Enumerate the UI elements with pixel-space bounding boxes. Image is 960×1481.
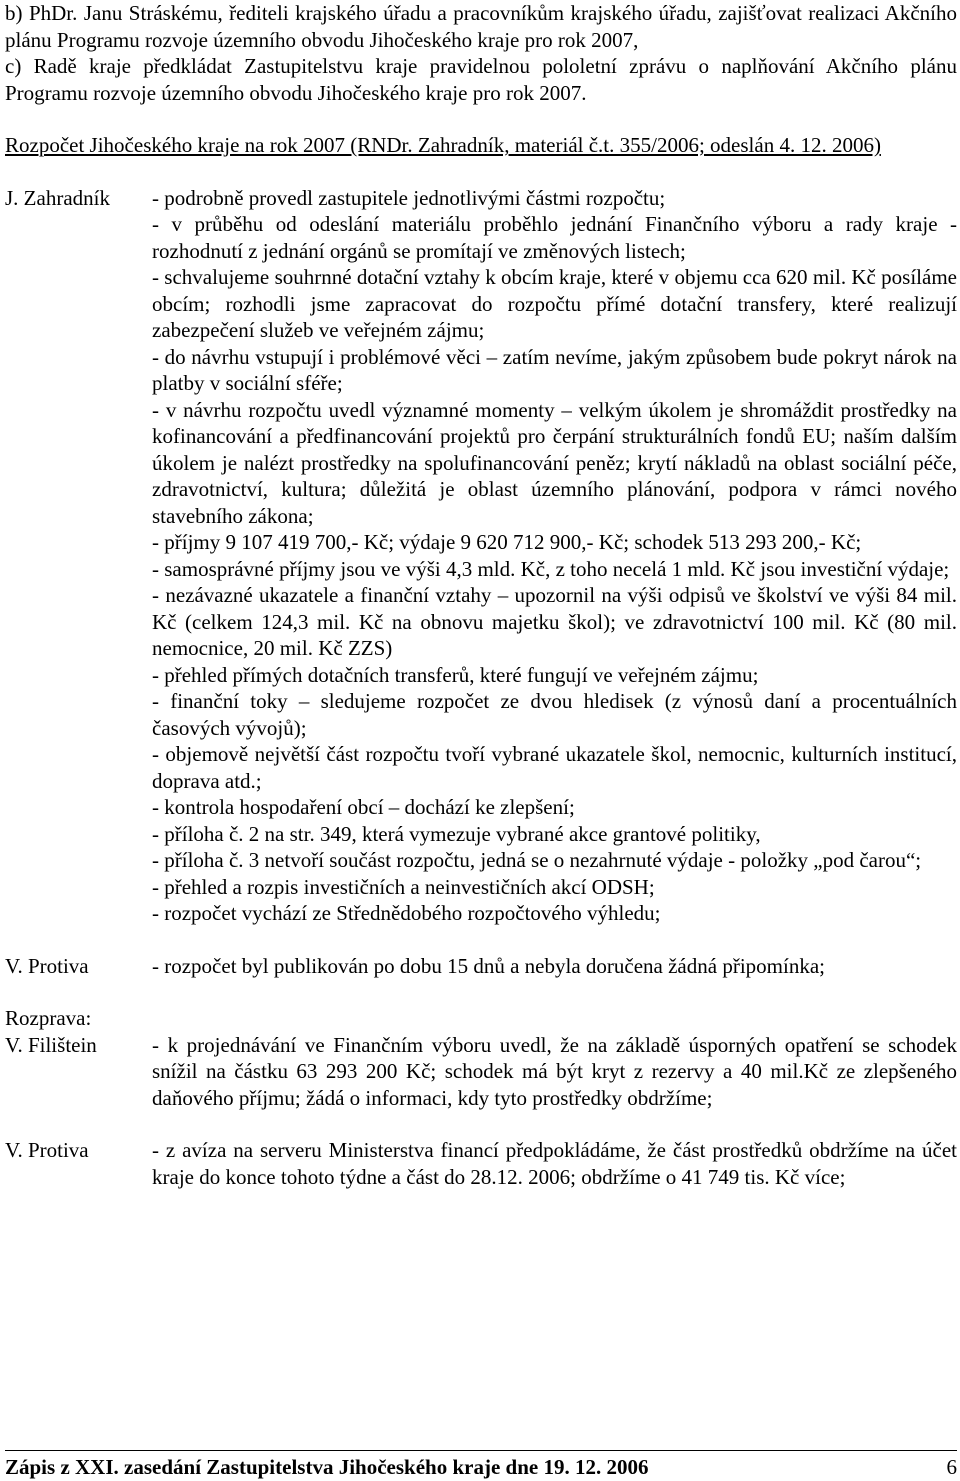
statement-line: - rozpočet vychází ze Střednědobého rozpočtového výhledu; (152, 901, 661, 925)
speaker-name: V. Protiva (5, 1138, 89, 1162)
intro-item-c: c) Radě kraje předkládat Zastupitelstvu kraje pravidelnou pololetní zprávu o naplňování Akčního plánu Programu rozvoje územního obvodu Jihočeského kraje pro rok 2007. (5, 54, 957, 105)
statement-line: - objemově největší část rozpočtu tvoří vybrané ukazatele škol, nemocnic, kulturních institucí, doprava atd.; (152, 742, 957, 793)
statement-line: - kontrola hospodaření obcí – dochází ke zlepšení; (152, 795, 575, 819)
speaker-block (5, 1032, 957, 1112)
statement-line: - k projednávání ve Finančním výboru uvedl, že na základě úsporných opatření se schodek snížil na částku 63 293 200 Kč; schodek má být kryt z rezervy a 40 mil.Kč ze zlepšeného daňového příjmu; žádá o informaci, kdy tyto prostředky obdržíme; (152, 1032, 957, 1110)
speaker-block (5, 185, 957, 927)
statement-line: - v návrhu rozpočtu uvedl významné momenty – velkým úkolem je shromáždit prostředky na kofinancování a předfinancování projektů pro čerpání strukturálních fondů EU; naším dalším úkolem je nalézt prostředky na spolufinancování peněz; krytí nákladů na oblast sociální péče, zdravotnictví, kultura; důležitá je oblast územního plánování, podpora v rámci nového stavebního zákona; (152, 397, 957, 528)
statement-line: - přehled přímých dotačních transferů, které fungují ve veřejném zájmu; (152, 662, 759, 687)
statement-line: - v průběhu od odeslání materiálu proběhlo jednání Finančního výboru a rady kraje - rozhodnutí z jednání orgánů se promítají ve změnových listech; (152, 212, 957, 263)
intro-section (5, 0, 957, 106)
statement-line: - nezávazné ukazatele a finanční vztahy – upozornil na výši odpisů ve školství ve výši 84 mil. Kč (celkem 124,3 mil. Kč na obnovu majetku škol); ve zdravotnictví 100 mil. Kč (80 mil. nemocnice, 20 mil. Kč ZZS) (152, 583, 957, 660)
document-page (5, 0, 957, 1190)
statement-line: - schvalujeme souhrnné dotační vztahy k obcím kraje, které v objemu cca 620 mil. Kč posíláme obcím; rozhodli jsme zapracovat do rozpočtu přímé dotační transfery, které realizují zabezpečení služeb ve veřejném zájmu; (152, 265, 957, 342)
speaker-name: J. Zahradník (5, 185, 110, 210)
statement-line: - příjmy 9 107 419 700,- Kč; výdaje 9 620 712 900,- Kč; schodek 513 293 200,- Kč; (152, 530, 862, 554)
statement-line: - z avíza na serveru Ministerstva financí předpokládáme, že část prostředků obdržíme na účet kraje do konce tohoto týdne a část do 28.12. 2006; obdržíme o 41 749 tis. Kč více; (152, 1138, 957, 1189)
statement-line: - příloha č. 2 na str. 349, která vymezuje vybrané akce grantové politiky, (152, 821, 761, 846)
statement-line: - do návrhu vstupují i problémové věci – zatím nevíme, jakým způsobem bude pokryt nárok na platby v sociální sféře; (152, 344, 957, 395)
speaker-block (5, 1137, 957, 1190)
statement-line: - finanční toky – sledujeme rozpočet ze dvou hledisek (z výnosů daní a procentuálních časových vývojů); (152, 689, 957, 740)
debate-label: Rozprava: (5, 1006, 92, 1030)
statement-line: - přehled a rozpis investičních a neinvestičních akcí ODSH; (152, 874, 655, 899)
page-footer (5, 1450, 957, 1481)
agenda-heading: Rozpočet Jihočeského kraje na rok 2007 (RNDr. Zahradník, materiál č.t. 355/2006; odeslán 4. 12. 2006) (5, 133, 881, 157)
page-number: 6 (946, 1455, 957, 1479)
statement-line: - příloha č. 3 netvoří součást rozpočtu, jedná se o nezahrnuté výdaje - položky „pod čarou“; (152, 848, 922, 872)
speaker-block (5, 953, 957, 980)
speaker-text (152, 1137, 957, 1190)
footer-title: Zápis z XXI. zasedání Zastupitelstva Jihočeského kraje dne 19. 12. 2006 (5, 1455, 649, 1479)
statement-line: - samosprávné příjmy jsou ve výši 4,3 mld. Kč, z toho necelá 1 mld. Kč jsou investiční výdaje; (152, 556, 950, 581)
speaker-text (152, 953, 957, 980)
statement-line: - podrobně provedl zastupitele jednotlivými částmi rozpočtu; (152, 185, 666, 210)
intro-item-b: b) PhDr. Janu Stráskému, řediteli krajského úřadu a pracovníkům krajského úřadu, zajišťovat realizaci Akčního plánu Programu rozvoje územního obvodu Jihočeského kraje pro rok 2007, (5, 1, 957, 52)
speaker-name: V. Protiva (5, 953, 89, 978)
statement-line: - rozpočet byl publikován po dobu 15 dnů a nebyla doručena žádná připomínka; (152, 953, 825, 978)
speaker-text (152, 185, 957, 927)
speaker-name: V. Filištein (5, 1032, 97, 1057)
speaker-text (152, 1032, 957, 1112)
